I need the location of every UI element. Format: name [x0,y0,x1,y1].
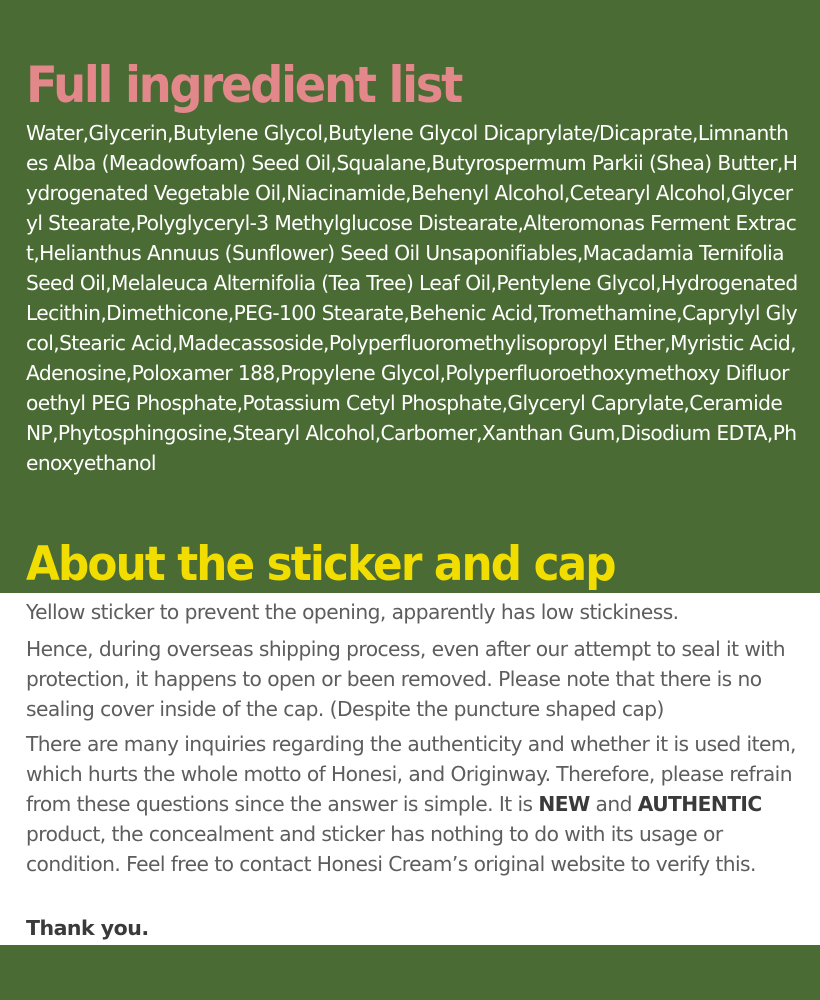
authentic-emphasis: AUTHENTIC [637,792,762,816]
ingredients-title: Full ingredient list [26,56,461,114]
sticker-paragraph-1: Yellow sticker to prevent the opening, apparently has low stickiness. [26,600,679,624]
paragraph-3-text-b: and [589,792,638,816]
ingredients-text: Water,Glycerin,Butylene Glycol,Butylene Glycol Dicaprylate/Dicaprate,Limnanthes Alba (Meadowfoam) Seed Oil,Squalane,Butyrospermum Parkii (Shea) Butter,Hydrogenated Vegetable Oil,Niacinamide,Behenyl Alcohol,Cetearyl Alcohol,Glyceryl Stearate,Polyglyceryl-3 Methylglucose Distearate,Alteromonas Ferment Extract,Helianthus Annuus (Sunflower) Seed Oil Unsaponifiables,Macadamia Ternifolia Seed Oil,Melaleuca Alternifolia (Tea Tree) Leaf Oil,Pentylene Glycol,Hydrogenated Lecithin,Dimethicone,PEG-100 Stearate,Behenic Acid,Tromethamine,Caprylyl Glycol,Stearic Acid,Madecassoside,Polyperfluoromethylisopropyl Ether,Myristic Acid,Adenosine,Poloxamer 188,Propylene Glycol,Polyperfluoroethoxymethoxy Difluoroethyl PEG Phosphate,Potassium Cetyl Phosphate,Glyceryl Caprylate,Ceramide NP,Phytosphingosine,Stearyl Alcohol,Carbomer,Xanthan Gum,Disodium EDTA,Phenoxyethanol [26,121,798,475]
bottom-green-band [0,945,820,1000]
paragraph-3-text-a: There are many inquiries regarding the authenticity and whether it is used item, which hurts the whole motto of Honesi, and Originway. Therefore, please refrain from these questions since the answer is simple. It is [26,732,796,816]
paragraph-3-text-c: product, the concealment and sticker has nothing to do with its usage or condition. Feel free to contact Honesi Cream’s original website to verify this. [26,822,756,876]
sticker-paragraph-2: Hence, during overseas shipping process, even after our attempt to seal it with protection, it happens to open or been removed. Please note that there is no sealing cover inside of the cap. (Despite the puncture shaped cap) [26,637,785,721]
thank-you-text: Thank you. [26,916,149,940]
sticker-paragraph-3 [26,729,802,879]
sticker-title: About the sticker and cap [26,537,615,592]
new-emphasis: NEW [538,792,590,816]
